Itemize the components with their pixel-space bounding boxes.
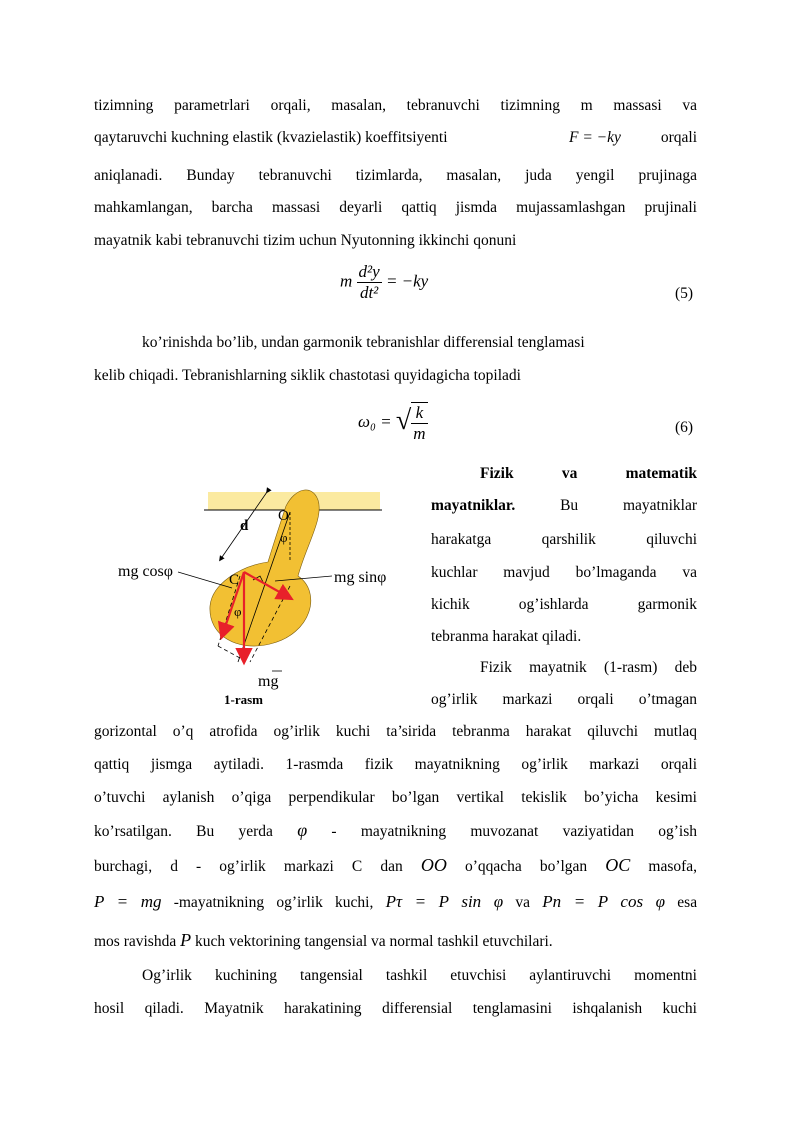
eq5-rhs: = −ky — [385, 271, 429, 291]
label-C: C — [229, 572, 240, 588]
eq5-denominator: dt² — [359, 283, 379, 302]
p3-line5-c: masofa, — [648, 858, 698, 875]
p1-line1: tizimning parametrlari orqali, masalan, tebranuvchi tizimning m massasi va — [94, 97, 697, 114]
eq6-lhs: ω₀ = — [358, 411, 392, 431]
side-line7: Fizik mayatnik (1-rasm) deb — [480, 659, 697, 676]
symbol-P: P — [180, 930, 192, 950]
eq6-denominator: m — [413, 424, 426, 443]
label-mg-sin: mg sinφ — [334, 569, 387, 586]
side-line5: kichik og’ishlarda garmonik — [431, 596, 697, 613]
side-heading-1 — [480, 464, 697, 484]
p3-line5-a: burchagi, d - og’irlik markazi C dan — [94, 858, 403, 875]
figure-caption: 1-rasm — [224, 692, 263, 707]
p1-line2-text: qaytaruvchi kuchning elastik (kvazielastik) koeffitsiyenti — [94, 129, 448, 146]
equation-5 — [340, 262, 428, 303]
p3-line4-a: ko’rsatilgan. Bu yerda — [94, 823, 273, 840]
equation-6-number: (6) — [675, 419, 694, 436]
p4-line2: hosil qiladi. Mayatnik harakatining differensial tenglamasini ishqalanish kuchi — [94, 1000, 697, 1017]
eq6-sqrt — [396, 402, 428, 444]
p3-line5 — [94, 855, 697, 877]
equation-6 — [358, 402, 428, 444]
p3-line7 — [94, 930, 553, 952]
leader-mgcos — [178, 572, 232, 588]
p3-line1: gorizontal o’q atrofida og’irlik kuchi ta’sirida tebranma harakat qiluvchi mutlaq — [94, 723, 697, 740]
sqrt-symbol: √ — [395, 404, 412, 436]
p1-line3: aniqlanadi. Bunday tebranuvchi tizimlarda, masalan, juda yengil prujinaga — [94, 167, 697, 184]
p1-line2 — [94, 128, 697, 148]
side-line6: tebranma harakat qiladi. — [431, 628, 582, 645]
eq6-fraction — [411, 402, 427, 444]
p3-line4-b: - mayatnikning muvozanat vaziyatidan og’ish — [331, 823, 698, 840]
label-phi-top: φ — [280, 530, 288, 545]
formula-P-tau: Pτ = P sin φ — [385, 892, 504, 911]
p3-line7-b: kuch vektorining tangensial va normal tashkil etuvchilari. — [194, 933, 553, 950]
p4-line1: Og’irlik kuchining tangensial tashkil etuvchisi aylantiruvchi momentni — [142, 967, 697, 984]
p3-line7-a: mos ravishda — [94, 933, 177, 950]
heading-mayatniklar: mayatniklar. — [431, 497, 516, 514]
side-line4: kuchlar mavjud bo’lmaganda va — [431, 564, 697, 581]
p1-line4: mahkamlangan, barcha massasi deyarli qattiq jismda mujassamlashgan prujinali — [94, 199, 697, 216]
p3-line4 — [94, 820, 697, 842]
label-phi-bottom: φ — [234, 604, 242, 619]
formula-P-mg: P = mg — [94, 892, 162, 911]
formula-hooke: F = −ky — [569, 129, 621, 146]
side-line2-text: Bu mayatniklar — [560, 497, 697, 514]
p3-line6-va: va — [515, 894, 531, 911]
heading-word-va: va — [561, 465, 578, 482]
p3-line6-b: -mayatnikning og’irlik kuchi, — [173, 894, 374, 911]
p3-line6-esa: esa — [677, 894, 698, 911]
p1-line2-end: orqali — [660, 129, 697, 146]
label-mg-cos: mg cosφ — [118, 563, 174, 580]
p3-line5-b: o’qqacha bo’lgan — [464, 858, 588, 875]
p1-line5: mayatnik kabi tebranuvchi tizim uchun Nyutonning ikkinchi qonuni — [94, 232, 517, 249]
eq5-fraction — [357, 262, 382, 303]
p2-line1: ko’rinishda bo’lib, undan garmonik tebranishlar differensial tenglamasi — [142, 334, 585, 351]
symbol-OC: OC — [605, 855, 631, 875]
label-mg: mg — [258, 673, 279, 690]
label-O: O — [278, 508, 289, 524]
side-heading-2 — [431, 496, 697, 516]
p3-line2: qattiq jismga aytiladi. 1-rasmda fizik mayatnikning og’irlik markazi orqali — [94, 756, 697, 773]
equation-5-number: (5) — [675, 285, 694, 302]
eq6-numerator: k — [411, 403, 427, 424]
formula-P-n: Pn = P cos φ — [542, 892, 666, 911]
dashed-bottom — [218, 646, 240, 658]
symbol-phi: φ — [297, 820, 308, 840]
heading-word-fizik: Fizik — [480, 465, 514, 482]
eq5-numerator: d²y — [358, 262, 380, 281]
side-line3: harakatga qarshilik qiluvchi — [431, 531, 697, 548]
p2-line2: kelib chiqadi. Tebranishlarning siklik chastotasi quyidagicha topiladi — [94, 367, 521, 384]
symbol-OO: OO — [420, 855, 447, 875]
label-d: d — [240, 518, 249, 534]
pendulum-figure — [100, 466, 420, 716]
heading-word-matematik: matematik — [625, 465, 698, 482]
side-line8: og’irlik markazi orqali o’tmagan — [431, 691, 697, 708]
p3-line6 — [94, 892, 697, 913]
eq5-m: m — [340, 271, 353, 291]
p3-line3: o’tuvchi aylanish o’qiga perpendikular bo’lgan vertikal tekislik bo’yicha kesimi — [94, 789, 697, 806]
